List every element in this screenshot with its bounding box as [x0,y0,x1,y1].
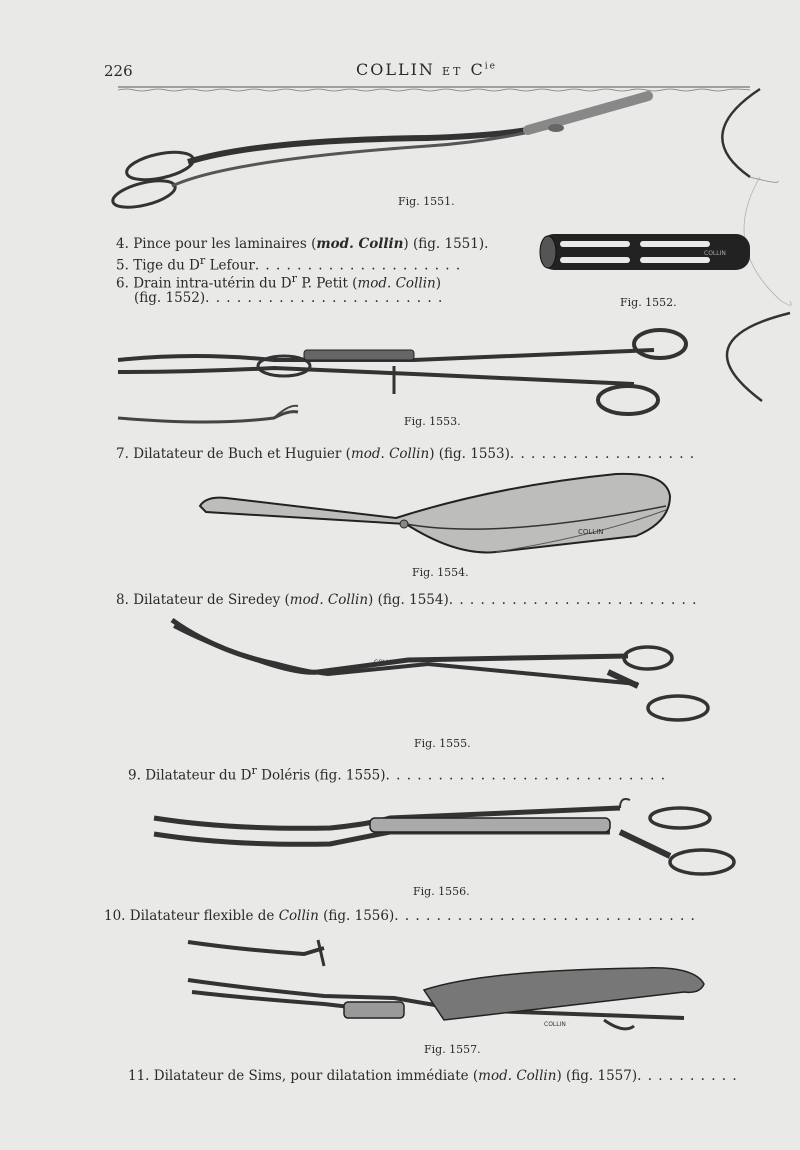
figure-1556-illustration [150,796,742,886]
list-item: 7. Dilatateur de Buch et Huguier (mod. Collin) (fig. 1553). . . . . . . . . . . . . . . . . . [116,446,696,462]
list-item: 4. Pince pour les laminaires (mod. Collin) (fig. 1551). [116,236,489,252]
figure-1551-illustration [108,90,668,215]
list-item: (fig. 1552). . . . . . . . . . . . . . . . . . . . . . . [134,290,444,306]
figure-1552-caption: Fig. 1552. [620,296,677,309]
figure-1557-engraving: COLLIN [544,1021,566,1028]
header-title: COLLIN [356,60,435,79]
header-co: C [470,60,485,79]
list-item: 9. Dilatateur du $D^r$ Doléris (fig. 1555). . . . . . . . . . . . . . . . . . . . . . . . . . . [128,764,666,784]
header-co-sup: ie [484,61,497,72]
list-item: 8. Dilatateur de Siredey (mod. Collin) (fig. 1554). . . . . . . . . . . . . . . . . . . . . . . . [116,592,698,608]
figure-1553-caption: Fig. 1553. [404,415,461,428]
list-item: 6. Drain intra-utérin du $D^r$ P. Petit (mod. Collin) [116,272,441,292]
figure-1551-caption: Fig. 1551. [398,195,455,208]
list-item: 11. Dilatateur de Sims, pour dilatation immédiate (mod. Collin) (fig. 1557). . . . . . . . . . [128,1068,738,1084]
list-item: 5. Tige du $D^r$ Lefour. . . . . . . . . . . . . . . . . . . . [116,254,462,274]
figure-1555-caption: Fig. 1555. [414,737,471,750]
figure-1555-engraving: COLLIN [374,659,396,666]
figure-1557-caption: Fig. 1557. [424,1043,481,1056]
figure-1554-illustration [196,466,676,566]
figure-1552-engraving: COLLIN [704,250,726,257]
page-header [356,60,497,79]
figure-1554-caption: Fig. 1554. [412,566,469,579]
figure-1555-illustration [168,616,713,731]
figure-1554-engraving: COLLIN [578,528,604,536]
figure-1552-illustration [536,228,756,276]
header-et: ET [442,65,464,78]
list-item: 10. Dilatateur flexible de Collin (fig. 1556). . . . . . . . . . . . . . . . . . . . . . . . . . . . . [104,908,696,924]
figure-1557-illustration [184,930,712,1048]
figure-1556-caption: Fig. 1556. [413,885,470,898]
page-number: 226 [104,62,133,80]
